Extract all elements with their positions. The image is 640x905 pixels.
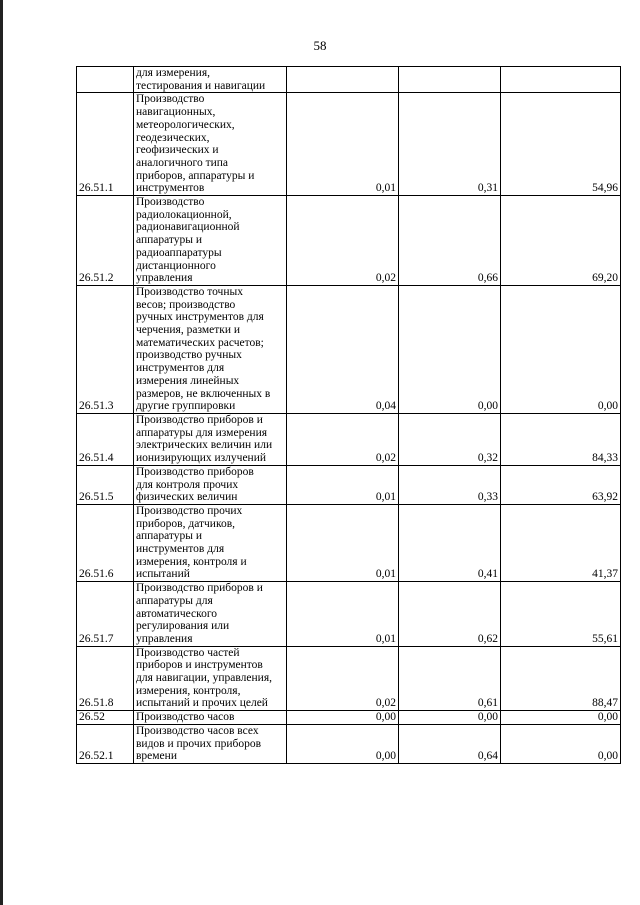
- cell-name-line: метеорологических,: [136, 118, 235, 131]
- cell-name-line: Производство приборов: [136, 465, 254, 478]
- table-body: [77, 67, 621, 764]
- cell-value-1: [287, 67, 399, 93]
- cell-name-line: Производство прочих: [136, 504, 243, 517]
- cell-value-3: [501, 67, 621, 93]
- cell-name: [134, 504, 287, 581]
- cell-value-3: 88,47: [501, 646, 621, 711]
- cell-name-line: ионизирующих излучений: [136, 452, 267, 465]
- cell-name-line: математических расчетов;: [136, 336, 264, 349]
- table-row: [77, 196, 621, 286]
- cell-value-2: 0,00: [399, 711, 501, 725]
- cell-name-line: аппаратуры для: [136, 594, 213, 607]
- cell-name: [134, 93, 287, 196]
- cell-name-line: для контроля прочих: [136, 478, 239, 491]
- cell-name-line: ручных инструментов для: [136, 311, 264, 324]
- cell-code: 26.51.6: [77, 504, 134, 581]
- cell-name-line: Производство приборов и: [136, 413, 263, 426]
- cell-name-line: Производство часов: [136, 711, 235, 724]
- cell-name-line: управления: [136, 272, 193, 285]
- cell-name-line: размеров, не включенных в: [136, 387, 271, 400]
- cell-value-3: 0,00: [501, 285, 621, 413]
- page-number: 58: [313, 38, 327, 53]
- cell-name-line: видов и прочих приборов: [136, 737, 262, 750]
- cell-name-line: Производство приборов и: [136, 582, 263, 595]
- cell-name-line: радиолокационной,: [136, 208, 232, 221]
- cell-value-3: 54,96: [501, 93, 621, 196]
- cell-name-line: аналогичного типа: [136, 156, 229, 169]
- cell-name-line: аппаратуры для измерения: [136, 426, 268, 439]
- cell-name-line: производство ручных: [136, 349, 242, 362]
- cell-value-2: 0,62: [399, 582, 501, 647]
- cell-name: [134, 711, 287, 725]
- cell-value-3: 41,37: [501, 504, 621, 581]
- table-row: [77, 285, 621, 413]
- cell-value-2: 0,33: [399, 465, 501, 504]
- cell-code: 26.51.8: [77, 646, 134, 711]
- cell-name-line: для измерения,: [136, 67, 210, 79]
- cell-code: 26.51.1: [77, 93, 134, 196]
- cell-name-line: черчения, разметки и: [136, 324, 240, 337]
- cell-name-line: испытаний: [136, 568, 190, 581]
- cell-name-line: управления: [136, 632, 193, 645]
- cell-value-2: 0,31: [399, 93, 501, 196]
- cell-name-line: другие группировки: [136, 400, 236, 413]
- scan-left-edge: [0, 0, 3, 905]
- cell-name-line: радионавигационной: [136, 221, 240, 234]
- table-row: [77, 646, 621, 711]
- cell-name: [134, 413, 287, 465]
- table-row: [77, 582, 621, 647]
- cell-code: 26.52: [77, 711, 134, 725]
- cell-code: 26.51.7: [77, 582, 134, 647]
- cell-name-line: Производство: [136, 196, 205, 209]
- cell-name: [134, 285, 287, 413]
- cell-name-line: весов; производство: [136, 298, 236, 311]
- cell-value-1: 0,01: [287, 504, 399, 581]
- cell-value-3: 63,92: [501, 465, 621, 504]
- cell-name-line: инструментов: [136, 182, 205, 195]
- cell-value-1: 0,04: [287, 285, 399, 413]
- cell-value-2: 0,00: [399, 285, 501, 413]
- cell-value-1: 0,02: [287, 646, 399, 711]
- cell-name-line: измерения линейных: [136, 374, 240, 387]
- cell-name-line: электрических величин или: [136, 439, 273, 452]
- table-row: [77, 711, 621, 725]
- cell-code: 26.51.2: [77, 196, 134, 286]
- cell-value-3: 55,61: [501, 582, 621, 647]
- cell-name: [134, 646, 287, 711]
- cell-value-3: 84,33: [501, 413, 621, 465]
- table-row: [77, 465, 621, 504]
- cell-value-3: 0,00: [501, 711, 621, 725]
- cell-name-line: измерения, контроля,: [136, 684, 241, 697]
- cell-name-line: навигационных,: [136, 106, 216, 119]
- cell-value-1: 0,00: [287, 724, 399, 763]
- cell-value-2: 0,64: [399, 724, 501, 763]
- data-table: [76, 66, 621, 764]
- cell-code: 26.51.5: [77, 465, 134, 504]
- cell-name: [134, 465, 287, 504]
- cell-code: [77, 67, 134, 93]
- cell-name-line: регулирования или: [136, 620, 230, 633]
- table-row: [77, 724, 621, 763]
- cell-name-line: приборов, датчиков,: [136, 517, 236, 530]
- cell-name-line: автоматического: [136, 607, 218, 620]
- cell-name-line: радиоаппаратуры: [136, 246, 222, 259]
- cell-name-line: тестирования и навигации: [136, 79, 266, 92]
- table-row: [77, 93, 621, 196]
- cell-name-line: Производство частей: [136, 646, 240, 659]
- cell-name-line: приборов и инструментов: [136, 659, 263, 672]
- table-row: [77, 67, 621, 93]
- cell-value-1: 0,01: [287, 93, 399, 196]
- cell-value-1: 0,00: [287, 711, 399, 725]
- cell-name-line: испытаний и прочих целей: [136, 697, 268, 710]
- cell-name: [134, 196, 287, 286]
- cell-name-line: геофизических и: [136, 144, 219, 157]
- cell-name-line: Производство часов всех: [136, 724, 259, 737]
- cell-name-line: времени: [136, 750, 177, 763]
- cell-value-3: 0,00: [501, 724, 621, 763]
- cell-name-line: инструментов для: [136, 362, 225, 375]
- cell-value-2: 0,61: [399, 646, 501, 711]
- cell-value-2: [399, 67, 501, 93]
- table-row: [77, 504, 621, 581]
- cell-name-line: Производство точных: [136, 285, 243, 298]
- cell-name: [134, 724, 287, 763]
- cell-value-2: 0,32: [399, 413, 501, 465]
- cell-value-1: 0,01: [287, 582, 399, 647]
- cell-name-line: аппаратуры и: [136, 234, 203, 247]
- cell-value-3: 69,20: [501, 196, 621, 286]
- cell-value-2: 0,66: [399, 196, 501, 286]
- cell-name-line: для навигации, управления,: [136, 672, 272, 685]
- cell-name-line: аппаратуры и: [136, 530, 203, 543]
- cell-name-line: приборов, аппаратуры и: [136, 169, 255, 182]
- cell-name-line: геодезических,: [136, 131, 210, 144]
- cell-value-2: 0,41: [399, 504, 501, 581]
- cell-name-line: Производство: [136, 93, 205, 106]
- cell-name-line: измерения, контроля и: [136, 555, 247, 568]
- cell-name-line: дистанционного: [136, 259, 216, 272]
- cell-name: [134, 67, 287, 93]
- cell-value-1: 0,02: [287, 413, 399, 465]
- cell-code: 26.52.1: [77, 724, 134, 763]
- cell-name-line: физических величин: [136, 491, 238, 504]
- table-row: [77, 413, 621, 465]
- cell-value-1: 0,01: [287, 465, 399, 504]
- cell-value-1: 0,02: [287, 196, 399, 286]
- cell-code: 26.51.3: [77, 285, 134, 413]
- cell-name: [134, 582, 287, 647]
- cell-name-line: инструментов для: [136, 543, 225, 556]
- cell-code: 26.51.4: [77, 413, 134, 465]
